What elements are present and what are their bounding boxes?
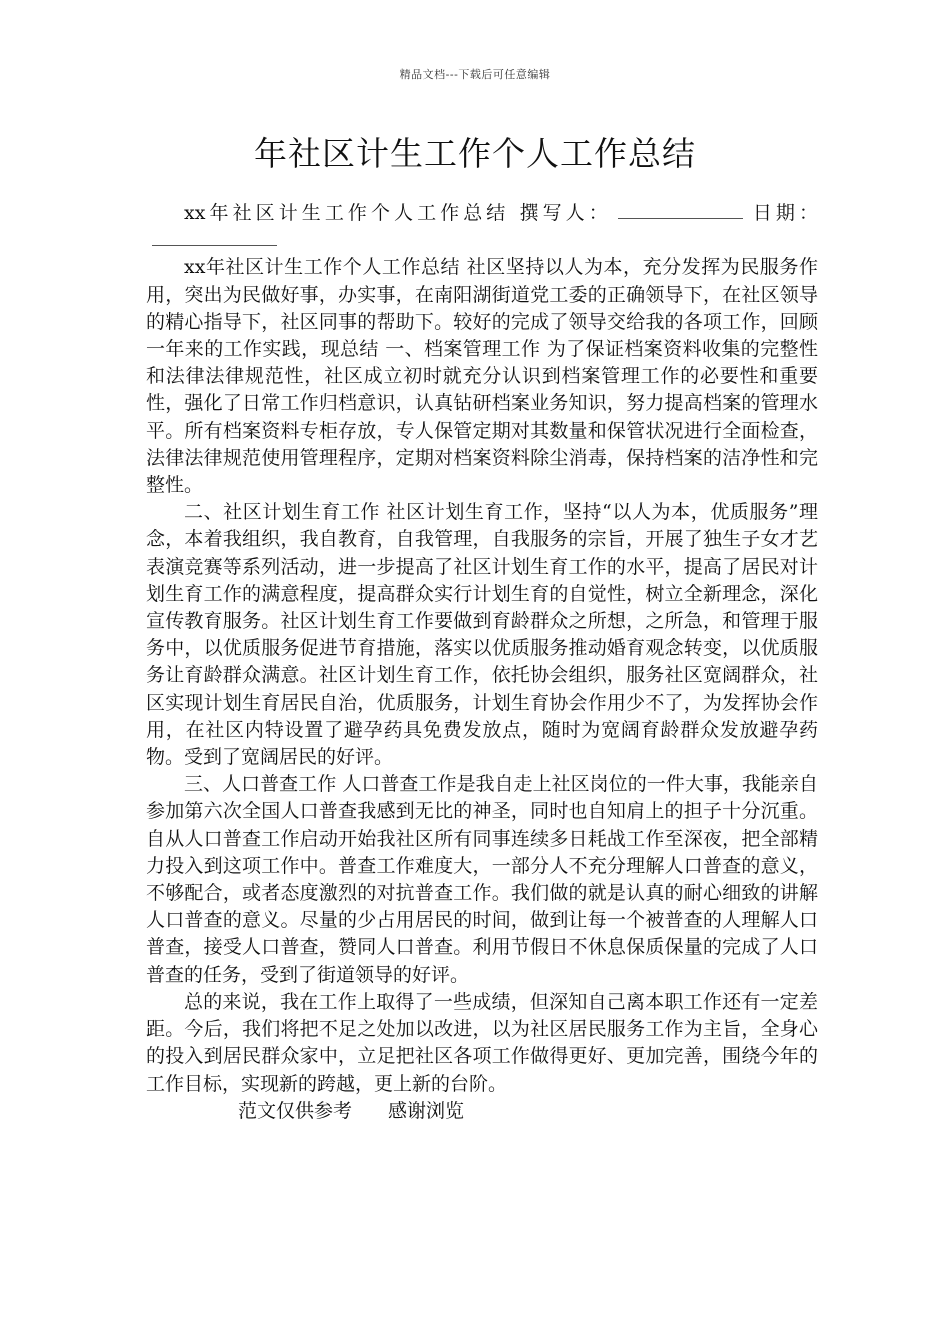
- intro-line: [146, 200, 818, 254]
- author-blank: [618, 202, 743, 219]
- paragraph-2: 二、社区计划生育工作 社区计划生育工作，坚持“以人为本，优质服务”理念，本着我组织，我自教育，自我管理，自我服务的宗旨，开展了独生子女才艺表演竞赛等系列活动，进一步提高了社区计划生育工作的水平，提高了居民对计划生育工作的满意程度，提高群众实行计划生育的自觉性，树立全新理念，深化宣传教育服务。社区计划生育工作要做到育龄群众之所想，之所急，和管理于服务中，以优质服务促进节育措施，落实以优质服务推动婚育观念转变，以优质服务让育龄群众满意。社区计划生育工作，依托协会组织，服务社区宽阔群众，社区实现计划生育居民自治，优质服务，计划生育协会作用少不了，为发挥协会作用，在社区内特设置了避孕药具免费发放点，随时为宽阔育龄群众发放避孕药物。受到了宽阔居民的好评。: [146, 501, 818, 769]
- date-blank: [152, 229, 277, 246]
- paragraph-3: 三、人口普查工作 人口普查工作是我自走上社区岗位的一件大事，我能亲自参加第六次全国人口普查我感到无比的神圣，同时也自知肩上的担子十分沉重。自从人口普查工作启动开始我社区所有同事连续多日耗战工作至深夜，把全部精力投入到这项工作中。普查工作难度大，一部分人不充分理解人口普查的意义，不够配合，或者态度激烈的对抗普查工作。我们做的就是认真的耐心细致的讲解人口普查的意义。尽量的少占用居民的时间，做到让每一个被普查的人理解人口普查，接受人口普查，赞同人口普查。利用节假日不休息保质保量的完成了人口普查的任务，受到了街道领导的好评。: [146, 773, 818, 986]
- header-note: 精品文档---下载后可任意编辑: [399, 68, 551, 81]
- footer-right: 感谢浏览: [388, 1099, 465, 1122]
- author-label: 撰写人：: [519, 202, 612, 224]
- doc-name: xx年社区计生工作个人工作总结: [184, 202, 510, 224]
- footer-left: 范文仅供参考: [238, 1099, 353, 1122]
- paragraph-1: xx年社区计生工作个人工作总结 社区坚持以人为本，充分发挥为民服务作用，突出为民做好事，办实事，在南阳湖街道党工委的正确领导下，在社区领导的精心指导下，社区同事的帮助下。较好的完成了领导交给我的各项工作，回顾一年来的工作实践，现总结 一、档案管理工作 为了保证档案资料收集的完整性和法律法律规范性，社区成立初时就充分认识到档案管理工作的必要性和重要性，强化了日常工作归档意识，认真钻研档案业务知识，努力提高档案的管理水平。所有档案资料专柜存放，专人保管定期对其数量和保管状况进行全面检查，法律法律规范使用管理程序，定期对档案资料除尘消毒，保持档案的洁净性和完整性。: [146, 256, 818, 497]
- footer-line: [146, 1098, 818, 1125]
- date-label: 日期：: [748, 202, 818, 224]
- paragraph-4: 总的来说，我在工作上取得了一些成绩，但深知自己离本职工作还有一定差距。今后，我们将把不足之处加以改进，以为社区居民服务工作为主旨，全身心的投入到居民群众家中，立足把社区各项工作做得更好、更加完善，围绕今年的工作目标，实现新的跨越，更上新的台阶。: [146, 990, 818, 1095]
- document-title: 年社区计生工作个人工作总结: [254, 134, 696, 173]
- document-body: [146, 200, 818, 1125]
